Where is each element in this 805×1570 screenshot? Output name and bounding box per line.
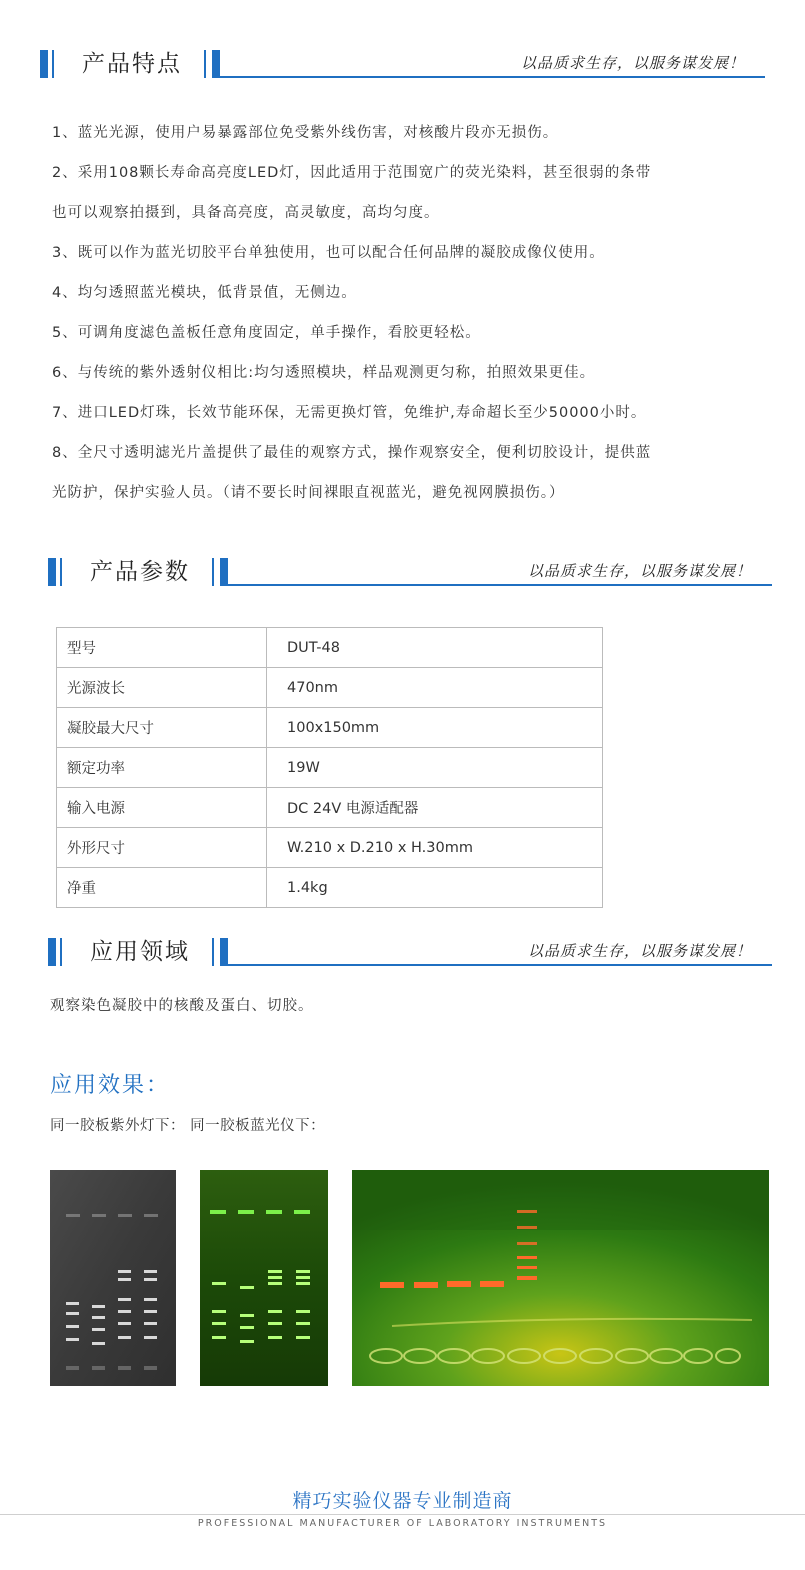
params-table [56, 627, 603, 908]
feature-line: 光防护，保护实验人员。（请不要长时间裸眼直视蓝光，避免视网膜损伤。） [52, 485, 565, 501]
param-key: 输入电源 [57, 788, 267, 828]
table-row [57, 708, 603, 748]
feature-line: 6、与传统的紫外透射仪相比:均匀透照模块，样品观测更匀称，拍照效果更佳。 [52, 365, 596, 381]
header-bar-left [48, 558, 56, 586]
table-row [57, 828, 603, 868]
header-bar-right-thin [212, 558, 214, 586]
gel-image-uv [50, 1170, 176, 1386]
table-row [57, 668, 603, 708]
section-title: 产品特点 [82, 51, 182, 77]
footer-tagline-en: PROFESSIONAL MANUFACTURER OF LABORATORY INSTRUMENTS [197, 1518, 608, 1529]
param-value: W.210 x D.210 x H.30mm [267, 828, 603, 868]
table-row [57, 628, 603, 668]
header-underline [228, 964, 772, 966]
param-value: 1.4kg [267, 868, 603, 908]
header-bar-left-thin [60, 938, 62, 966]
section-slogan: 以品质求生存，以服务谋发展！ [527, 562, 752, 580]
feature-line: 1、蓝光光源，使用户易暴露部位免受紫外线伤害，对核酸片段亦无损伤。 [52, 125, 559, 141]
table-row [57, 748, 603, 788]
section-slogan: 以品质求生存，以服务谋发展！ [520, 54, 745, 72]
header-bar-right-thin [204, 50, 206, 78]
header-bar-left [48, 938, 56, 966]
header-bar-right-thin [212, 938, 214, 966]
param-value: DC 24V 电源适配器 [267, 788, 603, 828]
application-text: 观察染色凝胶中的核酸及蛋白、切胶。 [50, 998, 314, 1014]
header-underline [228, 584, 772, 586]
header-bar-left-thin [60, 558, 62, 586]
param-key: 外形尺寸 [57, 828, 267, 868]
gel-image-blue-large [352, 1170, 769, 1386]
effect-subtitle: 同一胶板紫外灯下： 同一胶板蓝光仪下： [50, 1118, 326, 1134]
param-value: 470nm [267, 668, 603, 708]
header-bar-left-thin [52, 50, 54, 78]
param-value: 100x150mm [267, 708, 603, 748]
header-bar-left [40, 50, 48, 78]
feature-line: 3、既可以作为蓝光切胶平台单独使用，也可以配合任何品牌的凝胶成像仪使用。 [52, 245, 605, 261]
table-row [57, 868, 603, 908]
header-bar-right [212, 50, 220, 78]
section-header-application [48, 936, 772, 970]
header-bar-right [220, 558, 228, 586]
param-key: 型号 [57, 628, 267, 668]
section-title: 产品参数 [90, 559, 190, 585]
section-title: 应用领域 [90, 939, 190, 965]
gel-image-blue [200, 1170, 328, 1386]
feature-line: 5、可调角度滤色盖板任意角度固定，单手操作，看胶更轻松。 [52, 325, 481, 341]
effect-title: 应用效果： [50, 1073, 171, 1098]
feature-line: 2、采用108颗长寿命高亮度LED灯，因此适用于范围宽广的荧光染料，甚至很弱的条带 [52, 165, 652, 181]
param-key: 光源波长 [57, 668, 267, 708]
table-row [57, 788, 603, 828]
param-value: 19W [267, 748, 603, 788]
feature-line: 也可以观察拍摄到，具备高亮度，高灵敏度，高均匀度。 [52, 205, 440, 221]
footer-tagline: 精巧实验仪器专业制造商 [292, 1490, 513, 1512]
feature-line: 8、全尺寸透明滤光片盖提供了最佳的观察方式，操作观察安全，便利切胶设计，提供蓝 [52, 445, 652, 461]
param-key: 净重 [57, 868, 267, 908]
feature-line: 4、均匀透照蓝光模块，低背景值，无侧边。 [52, 285, 357, 301]
footer-divider [0, 1514, 805, 1515]
section-slogan: 以品质求生存，以服务谋发展！ [527, 942, 752, 960]
param-value: DUT-48 [267, 628, 603, 668]
section-header-features [40, 48, 765, 82]
param-key: 凝胶最大尺寸 [57, 708, 267, 748]
param-key: 额定功率 [57, 748, 267, 788]
section-header-params [48, 556, 772, 590]
feature-line: 7、进口LED灯珠，长效节能环保，无需更换灯管，免维护,寿命超长至少50000小时。 [52, 405, 647, 421]
header-underline [220, 76, 765, 78]
header-bar-right [220, 938, 228, 966]
